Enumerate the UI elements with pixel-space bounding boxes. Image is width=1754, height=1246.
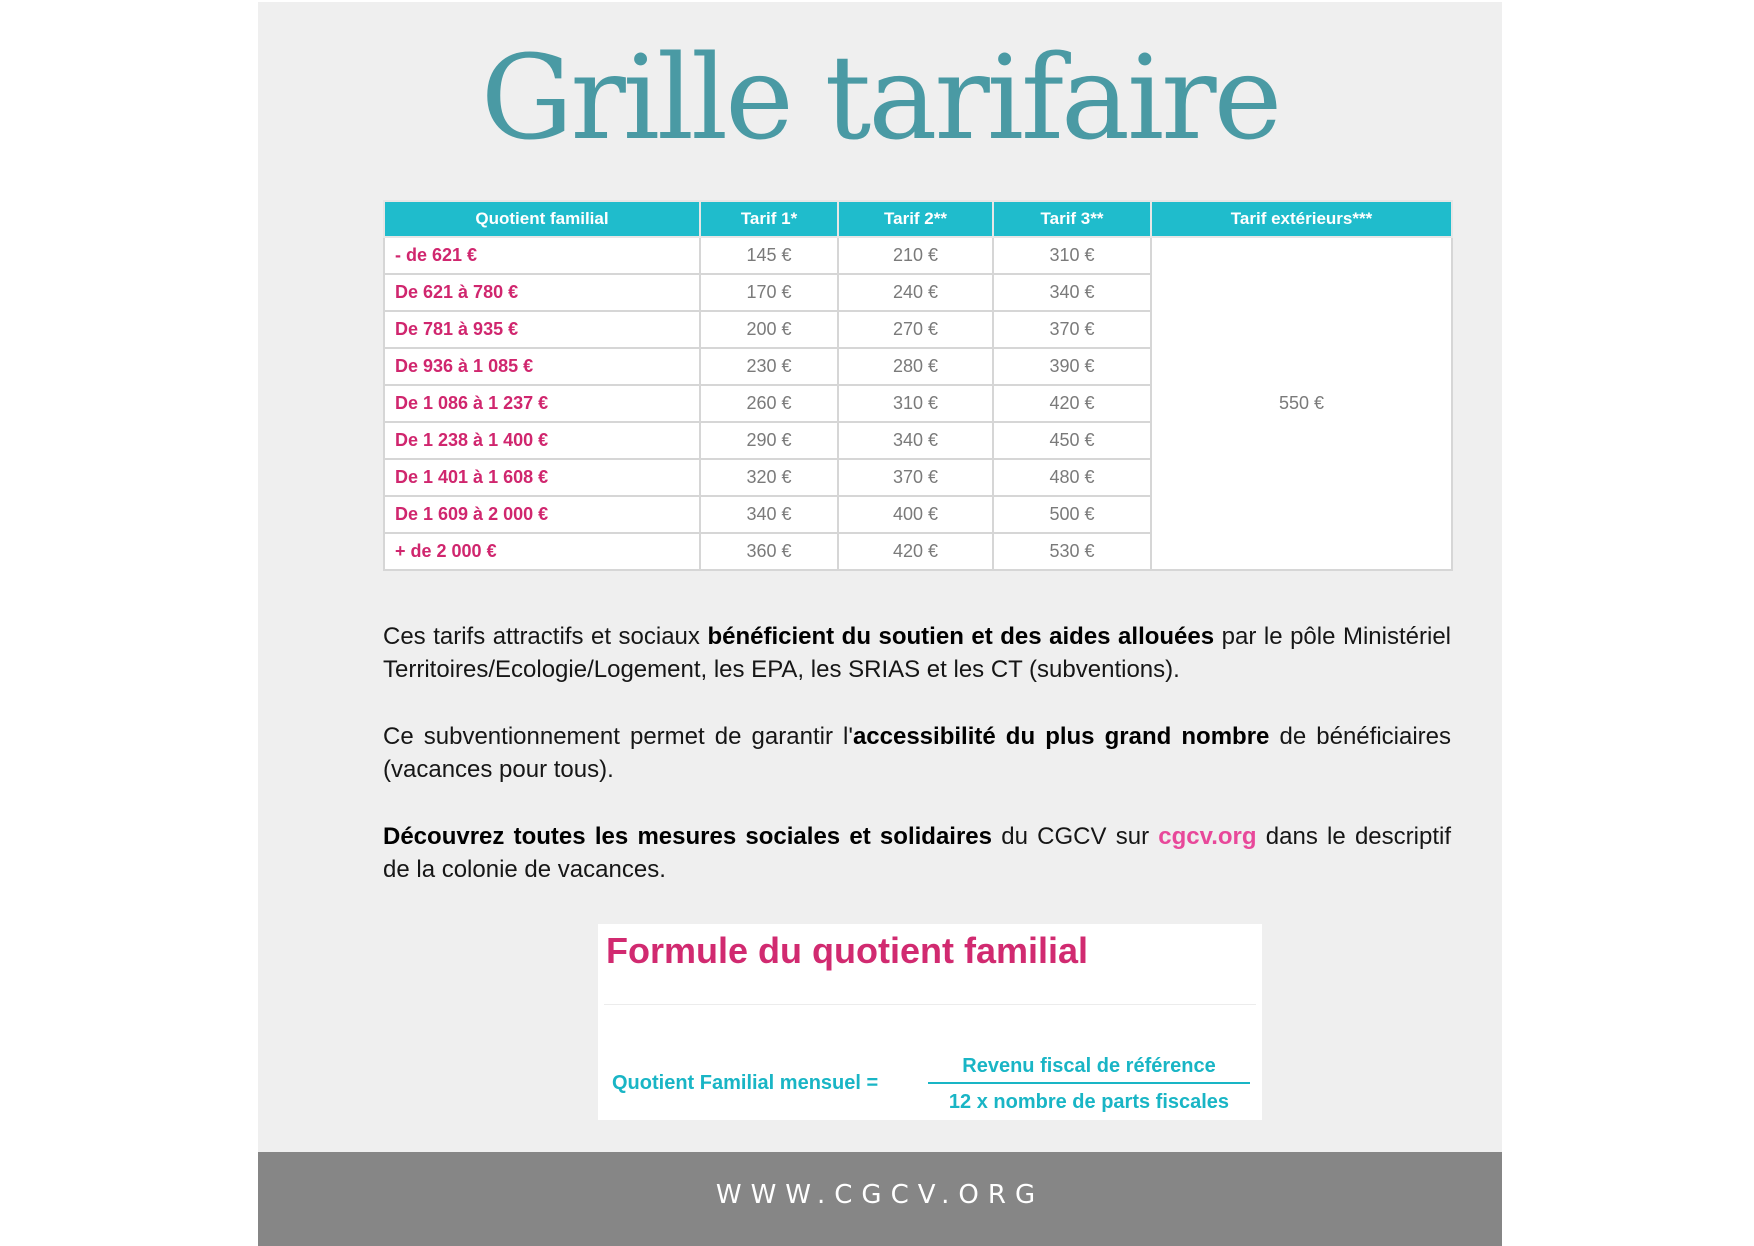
tarif-1-cell: 320 €	[700, 459, 838, 496]
paragraph-text: Ces tarifs attractifs et sociaux	[383, 623, 708, 650]
paragraph-text: de bénéficiaires (vacances pour tous).	[383, 723, 1452, 783]
header-tarif-2: Tarif 2**	[838, 201, 993, 237]
tarif-2-cell: 420 €	[838, 533, 993, 570]
quotient-cell: De 621 à 780 €	[384, 274, 700, 311]
tarif-1-cell: 260 €	[700, 385, 838, 422]
header-tarif-3: Tarif 3**	[993, 201, 1151, 237]
tarif-3-cell: 450 €	[993, 422, 1151, 459]
footer	[258, 1152, 1502, 1246]
quotient-cell: + de 2 000 €	[384, 533, 700, 570]
tarif-2-cell: 210 €	[838, 237, 993, 274]
table-header-row	[384, 201, 1452, 237]
tarif-1-cell: 230 €	[700, 348, 838, 385]
tarif-3-cell: 420 €	[993, 385, 1151, 422]
formula-box	[598, 924, 1262, 1120]
header-quotient-familial: Quotient familial	[384, 201, 700, 237]
tarif-2-cell: 340 €	[838, 422, 993, 459]
tarif-1-cell: 170 €	[700, 274, 838, 311]
tarif-2-cell: 400 €	[838, 496, 993, 533]
quotient-cell: De 781 à 935 €	[384, 311, 700, 348]
paragraph-text: par le pôle Ministériel Territoires/Ecologie/Logement, les EPA, les SRIAS et les CT (subventions).	[383, 623, 1452, 683]
tarif-3-cell: 390 €	[993, 348, 1151, 385]
fraction-bar	[928, 1082, 1250, 1084]
page	[258, 2, 1502, 1246]
formula-title: Formule du quotient familial	[606, 930, 1089, 971]
tarif-3-cell: 340 €	[993, 274, 1151, 311]
formula-divider	[604, 1004, 1256, 1005]
quotient-cell: - de 621 €	[384, 237, 700, 274]
footer-website[interactable]: WWW.CGCV.ORG	[715, 1180, 1045, 1210]
tarif-2-cell: 240 €	[838, 274, 993, 311]
quotient-cell: De 1 238 à 1 400 €	[384, 422, 700, 459]
tarif-1-cell: 360 €	[700, 533, 838, 570]
quotient-cell: De 1 609 à 2 000 €	[384, 496, 700, 533]
formula-lhs: Quotient Familial mensuel =	[612, 1072, 879, 1094]
formula-numerator: Revenu fiscal de référence	[962, 1055, 1216, 1077]
paragraph-emphasis: bénéficient du soutien et des aides allouées	[707, 623, 1215, 650]
paragraph-text: dans le descriptif de la colonie de vacances.	[383, 823, 1451, 883]
table-row	[384, 237, 1452, 274]
tarif-1-cell: 200 €	[700, 311, 838, 348]
paragraph-accessibility	[383, 720, 1451, 786]
tarif-3-cell: 480 €	[993, 459, 1151, 496]
tarif-1-cell: 340 €	[700, 496, 838, 533]
tarif-1-cell: 145 €	[700, 237, 838, 274]
quotient-cell: De 1 401 à 1 608 €	[384, 459, 700, 496]
tarif-exterieurs-cell: 550 €	[1151, 237, 1452, 570]
formula-denominator: 12 x nombre de parts fiscales	[948, 1091, 1230, 1113]
tarif-2-cell: 310 €	[838, 385, 993, 422]
tarif-3-cell: 370 €	[993, 311, 1151, 348]
tarif-3-cell: 500 €	[993, 496, 1151, 533]
quotient-cell: De 936 à 1 085 €	[384, 348, 700, 385]
paragraph-emphasis: accessibilité du plus grand nombre	[852, 723, 1270, 750]
header-tarif-1: Tarif 1*	[700, 201, 838, 237]
paragraph-subsidies	[383, 620, 1451, 686]
paragraph-text: du CGCV sur	[992, 823, 1159, 850]
tarif-1-cell: 290 €	[700, 422, 838, 459]
tarif-3-cell: 310 €	[993, 237, 1151, 274]
formula-fraction	[928, 1052, 1250, 1116]
cgcv-link[interactable]: cgcv.org	[1158, 823, 1257, 850]
tarif-table	[383, 200, 1453, 571]
page-title: Grille tarifaire	[480, 31, 1280, 166]
paragraph-text: Ce subventionnement permet de garantir l'	[383, 723, 853, 750]
paragraph-discover	[383, 820, 1451, 886]
tarif-2-cell: 280 €	[838, 348, 993, 385]
paragraph-emphasis: Découvrez toutes les mesures sociales et solidaires	[383, 823, 992, 850]
tarif-2-cell: 270 €	[838, 311, 993, 348]
tarif-2-cell: 370 €	[838, 459, 993, 496]
header-tarif-exterieurs: Tarif extérieurs***	[1151, 201, 1452, 237]
quotient-cell: De 1 086 à 1 237 €	[384, 385, 700, 422]
tarif-3-cell: 530 €	[993, 533, 1151, 570]
